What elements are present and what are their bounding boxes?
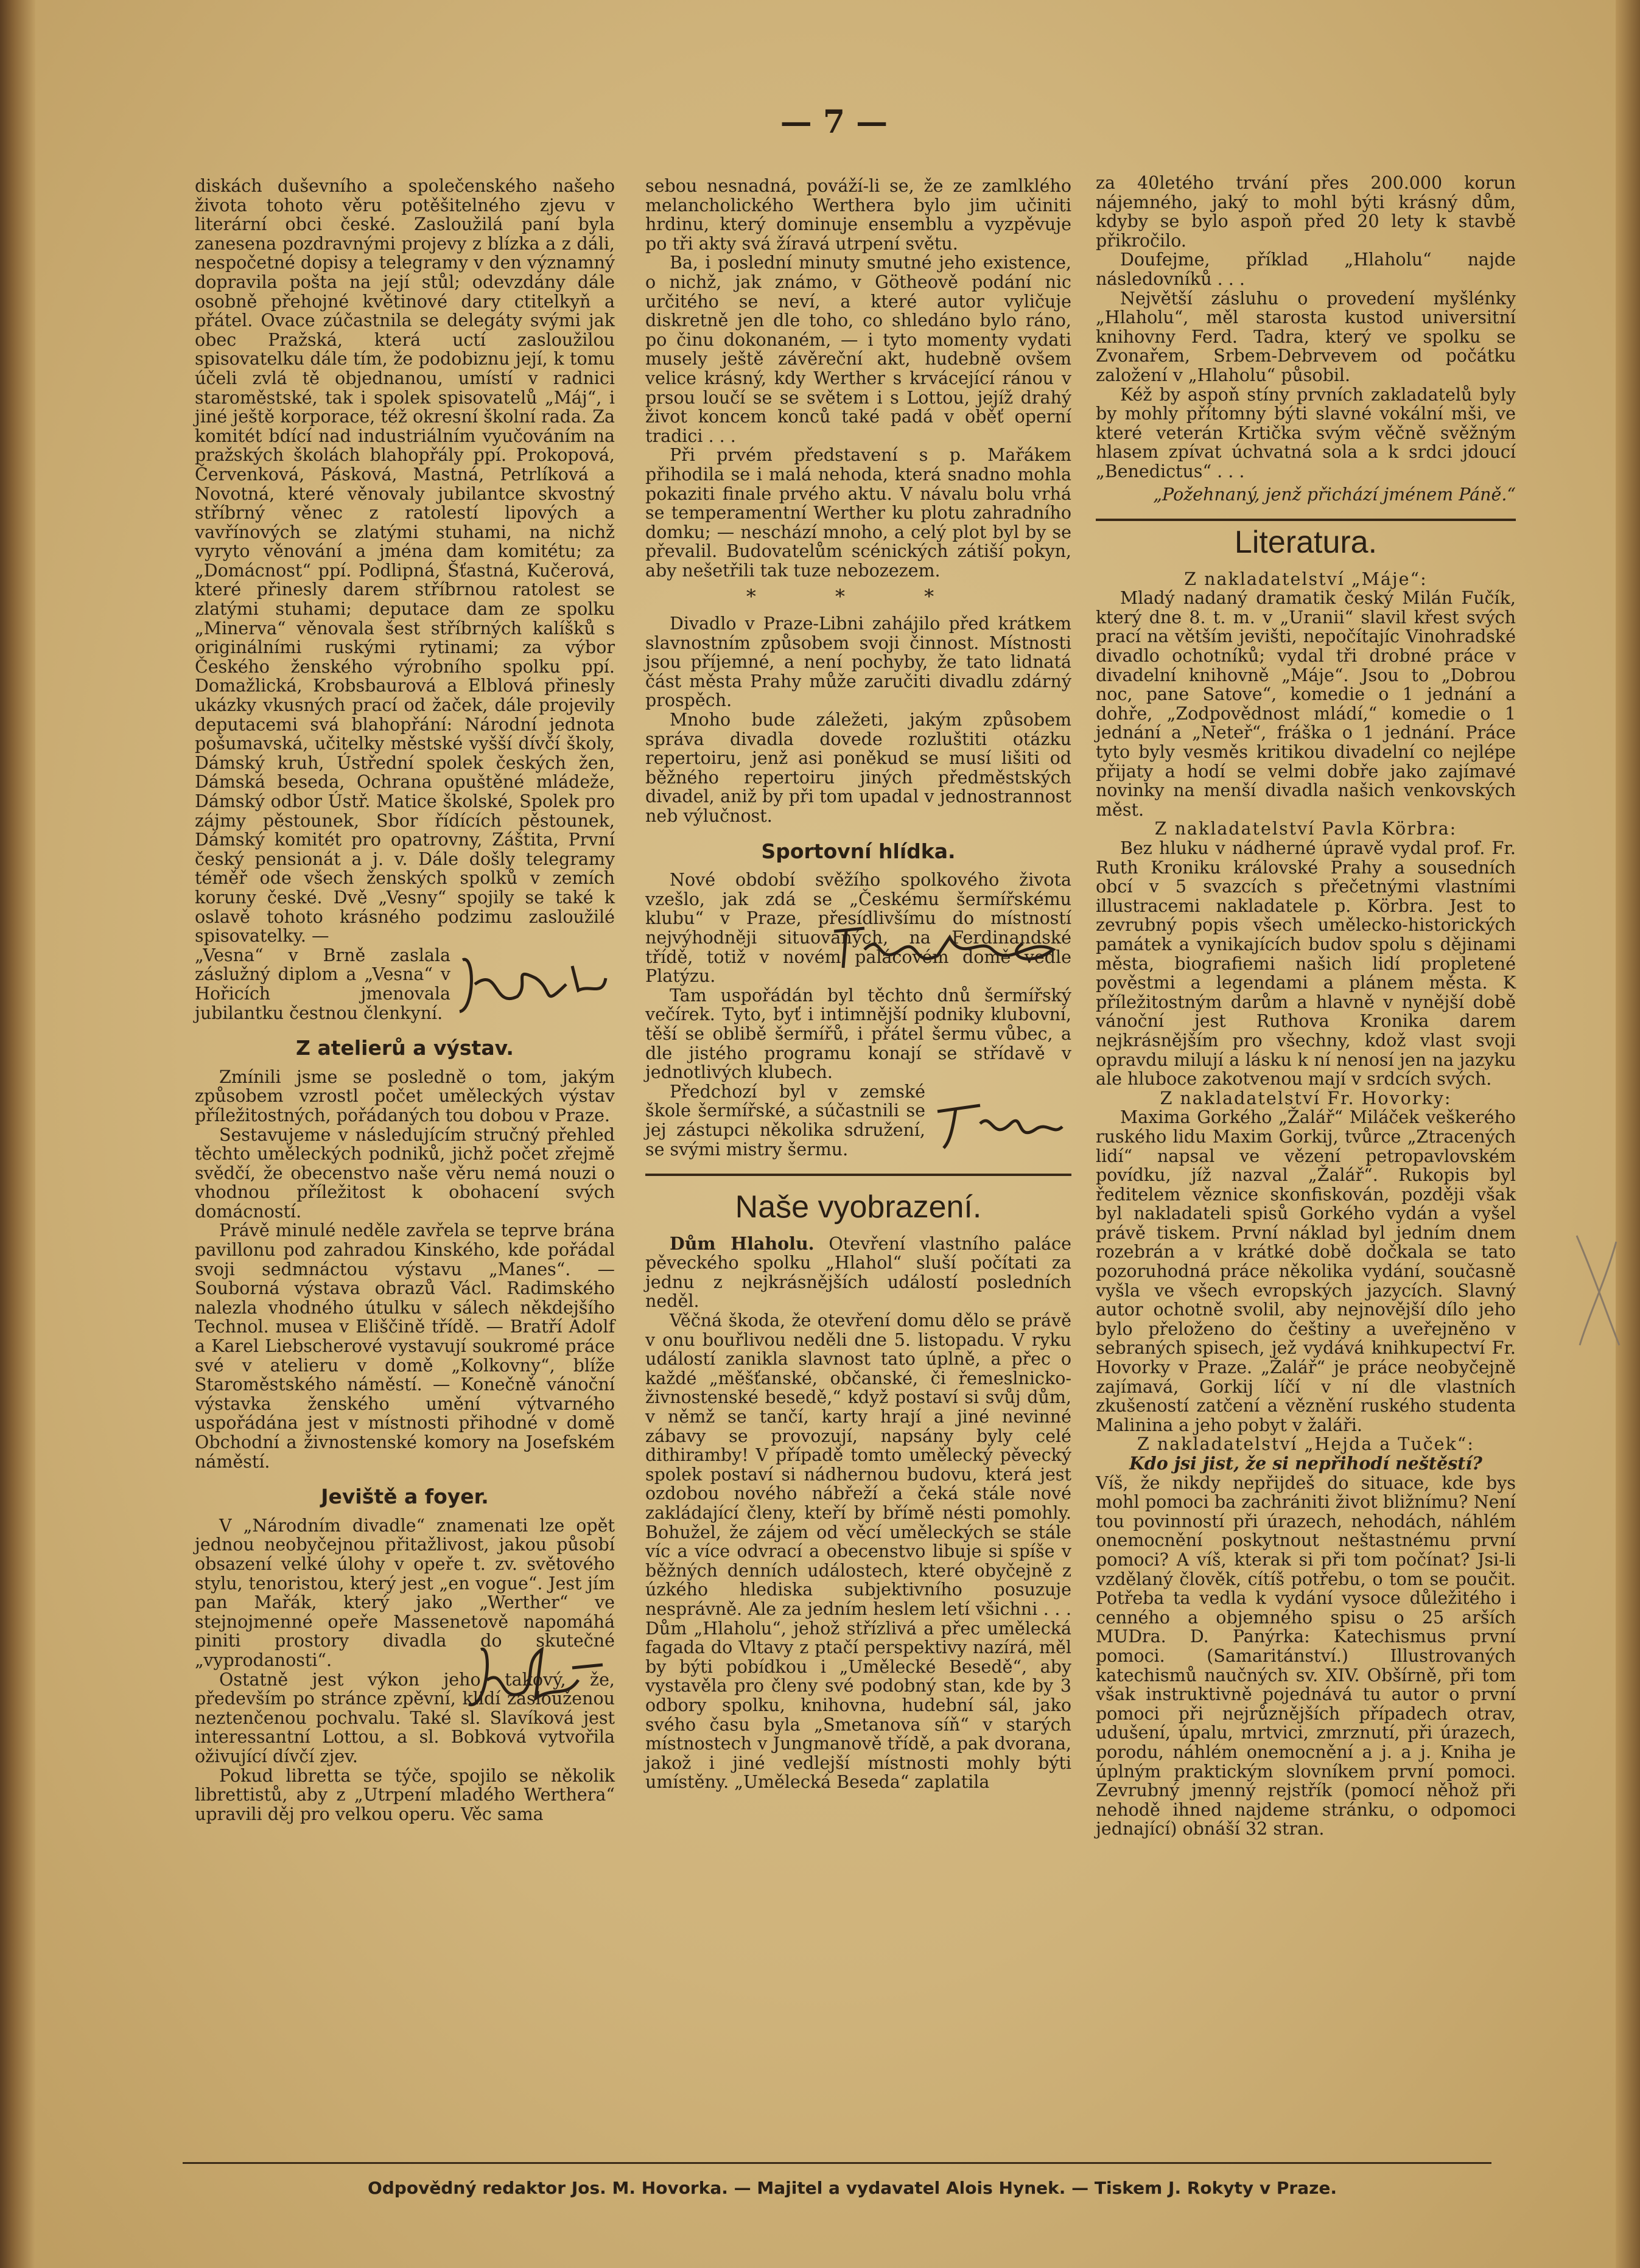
signature-kozeny-icon [828,913,1059,980]
article-with-signature [195,1221,615,1471]
review-text: Mladý nadaný dramatik český Milán Fučík, který dne 8. t. m. v „Uranii“ slavil křest svých prací na větším jevišti, nepočítajíc Vinohradské divadlo ochotníků; vydal tři drobné práce v divadelní knihovně „Máje“. Jsou to „Dobrou noc, pane Satove“, komedie o 1 jednání a dohře, „Zodpovědnost mládí,“ komedie o 1 jednání a „Neteř“, fráška o 1 jednání. Práce tyto byly vesměs kritikou divadelní co nejlépe přijaty a hodí se velmi dobře jako zajímavé novinky na menší divadla našich venkovských měst. [1096,588,1516,820]
article-lead: Dům Hlaholu. [670,1233,815,1254]
imprint-footer: Odpovědný redaktor Jos. M. Hovorka. — Majitel a vydavatel Alois Hynek. — Tiskem J. Rokyty v Praze. [367,2178,1337,2198]
article-text: za 40letého trvání přes 200.000 korun nájemného, jaký to mohl býti krásný dům, kdyby se bylo aspoň před 20 lety k stavbě přikročilo. [1096,173,1516,251]
article-text: Divadlo v Praze-Libni zahájilo před krátkem slavnostním způsobem svoji činnost. Místnosti jsou příjemné, a není pochyby, že tato lidnatá část města Prahy může zaručiti divadlu zdárný prospěch. [645,614,1071,711]
signature-block [195,946,615,1023]
signature-block [645,1082,1071,1159]
article-text: Zmínili jsme se posledně o tom, jakým způsobem vzrostl počet uměleckých výstav příležitostných, pořádaných tou dobou v Praze. [195,1066,615,1125]
article-text: Tam uspořádán byl těchto dnů šermířský večírek. Tyto, byť i intimnější podniky klubovní, těší se oblibě šermířů, i přátel šermu vůbec, a dle jistého programu konají se střídavě v jednotlivých klubech. [645,985,1071,1083]
article-text: Předchozí byl v zemské škole šermířské, a súčastnili se jej zástupci několika sdružení, se svými mistry šermu. [645,1081,925,1160]
review-text: Maxima Gorkého „Žalář“ Miláček veškerého ruského lidu Maxim Gorkij, tvůrce „Ztracených lidí“ napsal ve vězení petropavlovském povídku, jíž nazval „Žalář“. Rukopis byl ředitelem věznice skonfiskován, později však byl nakladateli spisů Gorkého vydán a vyšel právě tiskem. První náklad byl jedním dnem rozebrán a v krátké době dočkala se tato pozoruhodná práce několika vydání, současně vyšla ve všech evropských jazycích. Slavný autor ochotně svolil, aby nejnovější dílo jeho bylo přeloženo do češtiny a uveřejněno v sebraných spisech, jež vydává knihkupectví Fr. Hovorky v Praze. „Žalář“ je práce neobyčejně zajímavá, Gorkij líčí v ní dle vlastních zkušeností zatčení a věznění ruského studenta Malinina a jeho pobyt v žaláři. [1096,1107,1516,1435]
article-text: Věčná škoda, že otevření domu dělo se právě v onu bouřlivou neděli dne 5. listopadu. V ryku událostí zanikla slavnost tato úplně, a přec o každé „měšťanské, občanské, či řemeslnicko-živnostenské besedě,“ když postaví si svůj dům, v němž se tančí, karty hrají a jiné nevinné zábavy se provozují, napsány byly celé dithiramby! V případě tomto umělecký pěvecký spolek postaví si nádhernou budovu, která jest ozdobou nového nábřeží a čeká stále nové zakládající členy, kteří by břímě nésti pomohly. Bohužel, že zájem od věcí uměleckých se stále víc a více odvrací a obecenstvo libuje si spíše v běžných denních událostech, které obyčejně z úzkého hlediska subjektivního posuzuje nesprávně. Ale za jedním heslem letí všichni . . . Dům „Hlaholu“, jehož střízlivá a přec umělecká fagada do Vltavy z ptačí perspektivy nazírá, měl by býti pobídkou i „Umělecké Besedě“, aby vystavěla pro členy své podobný stan, kde by 3 odbory spolku, knihovna, hudební sál, jako svého času byla „Smetanova síň“ v starých místnostech v Jungmanově třídě, a pak dvorana, jakož i jiné vedlejší místnosti mohly býti umístěny. „Umělecká Beseda“ zaplatila [645,1311,1071,1793]
article-text: Právě minulé neděle zavřela se teprve brána pavillonu pod zahradou Kinského, kde pořádal svoji sedmnáctou výstavu „Manes“. — Souborná výstava obrazů Václ. Radimského nalezla vhodného útulku v sálech někdejšího Technol. musea v Eliščině třídě. — Bratří Adolf a Karel Liebscherové vystavují soukromé práce své v atelieru v domě „Kolkovny“, blíže Staroměstského náměstí. — Konečně vánoční výstavka ženského umění výtvarného uspořádána jest v místnosti přihodné v domě Obchodní a živnostenské komory na Josefském náměstí. [195,1220,615,1472]
article-text: Doufejme, příklad „Hlaholu“ najde následovníků . . . [1096,250,1516,289]
book-title: Kdo jsi jist, že si nepřihodí neštěstí? [1129,1453,1482,1474]
signature-fencing-icon [925,1087,1071,1154]
article-text: Největší zásluhu o provedení myšlénky „Hlaholu“, měl starosta kustod universitní knihovny Ferd. Tadra, který ve spolku se Zvonařem, Srbem-Debrvevem od počátku založení v „Hlaholu“ působil. [1096,288,1516,385]
page-right-edge [1616,0,1640,2268]
publisher-heading: Z nakladatelství „Máje“: [1184,569,1428,589]
section-heading-sport: Sportovní hlídka. [761,839,956,863]
closing-motto: „Požehnaný, jenž přichází jménem Páně.“ [1153,484,1516,505]
section-heading-literatura: Literatura. [1234,525,1378,561]
article-text: Ba, i poslední minuty smutné jeho existence, o nichž, jak známo, v Götheově podání nic určitého se neví, a které autor vyličuje diskretně jen dle toho, co shledáno bylo ráno, po činu dokonaném, — i tyto momenty vydati musely ještě závěreční akt, hudebně ovšem velice krásný, kdy Werther s krvácející ránou v prsou loučí se se světem i s Lottou, jejíž drahý život koncem konců také padá v oběť operní tradici . . . [645,253,1071,446]
column-3 [1096,173,1516,1839]
page-number: — 7 — [780,103,888,141]
section-divider [645,1174,1071,1176]
section-heading-ateliers: Z atelierů a výstav. [296,1036,514,1060]
article-text: diskách duševního a společenského našeho života tohoto věru potěšitelného zjevu v literární obci české. Zasloužilá paní byla zanesena pozdravnými projevy z blízka a z dáli, nespočetné dopisy a telegramy v den významný dopravila pošta na její stůl; odevzdány dále osobně přehojné květinové dary ctitelkyň a přátel. Ovace zúčastnila se delegáty svými jak obec Pražská, která uctí zasloužilou spisovatelku dále tím, že podobiznu její, k tomu účeli zvlá tě objednanou, umístí v radnici staroměstské, tak i spolek spisovatelů „Máj“, i jiné ještě korporace, též okresní školní rada. Za komitét bdící nad industriálním vyučováním na pražských školách blahopřály ppí. Prokopová, Červenková, Pásková, Mastná, Petrlíková a Novotná, které věnovaly jubilantce skvostný stříbrný věnec z ratolestí lipových a vavřínových se zlatými stuhami, na nichž vyryto věnování a jména dam komitétu; za „Domácnost“ ppí. Podlipná, Šťastná, Kučerová, které přinesly darem stříbrnou ratolest se zlatými stuhami; deputace dam ze spolku „Minerva“ věnovala šest stříbrných kalíšků s originálními ruskými rytinami; za výbor Českého ženského výrobního spolku ppí. Domažlická, Krobsbaurová a Elblová přinesly ukázky vkusných prací od žaček, dále projevily deputacemi svá blahopřání: Národní jednota pošumavská, učitelky městské vyšší dívčí školy, Dámský kruh, Ústřední spolek českých žen, Dámská beseda, Ochrana opuštěné mládeže, Dámský odbor Ústř. Matice školské, Spolek pro zájmy pěstounek, Sbor řídících pěstounek, Dámský komitét pro opatrovny, Záštita, První český pensionát a j. v. Dále došly telegramy téměř ode všech ženských spolků v zemích koruny české. Dvě „Vesny“ spojily se také k oslavě tohoto krásného podzimu zasloužilé spisovatelky. — [195,176,615,947]
section-divider [1096,519,1516,521]
article-text: Ostatně jest výkon jeho takový, že, především po stránce zpěvní, klidí zaslouženou neztenčenou pochvalu. Také sl. Slavíková jest interessantní Lottou, a sl. Bobková vytvořila oživující dívčí zjev. [195,1669,615,1766]
article-text: V „Národním divadle“ znamenati lze opět jednou neobyčejnou přitažlivost, jakou působí obsazení velké úlohy v opeře t. zv. světového stylu, tenoristou, který jest „en vogue“. Jest jím pan Mařák, který jako „Werther“ ve stejnojmenné opeře Massenetově napomáhá piniti prostory divadla do skutečné „vyprodanosti“. [195,1515,615,1670]
footer-rule [183,2162,1491,2164]
column-2 [645,177,1071,1792]
article-text: Nové období svěžího spolkového života vzešlo, jak zdá se „Českému šermířskému klubu“ v Praze, přesídlivšímu do místností nejvýhodněji situovaných, na Ferdinandské třídě, totiž v novém palácovém domě vedle Platýzu. [645,870,1071,987]
article-text: Pokud libretta se týče, spojilo se několik librettistů, aby z „Utrpení mladého Werthera“ upravili děj pro velkou operu. Věc sama [195,1765,615,1824]
signature-block [645,710,1071,826]
pencil-mark-icon [1571,1230,1625,1351]
page-binding-edge [0,0,35,2268]
publisher-heading: Z nakladatelství Fr. Hovorky: [1160,1088,1452,1108]
review-text: Víš, že nikdy nepřijdeš do situace, kde bys mohl pomoci ba zachrániti život bližnímu? Není tou povinností při úrazech, nehodách, náhlém onemocnění poskytnout neštastnému první pomoci? A víš, kterak si při tom počínat? Jsi-li vzdělaný člověk, cítíš potřebu, o tom se poučit. Potřeba ta vedla k vydání vysoce důležitého i cenného a objemného spisu o 25 arších MUDra. D. Panýrka: Katechismus první pomoci. (Samaritánství.) Illustrovaných katechismů naučných sv. XIV. Obšírně, při tom však instruktivně pojednává tu autor o první pomoci při nejrůznějších případech otrav, udušení, úpalu, mrtvici, zmrznutí, při úrazech, porodu, náhlém onemocnění a j. a j. Kniha je úplným praktickým slovníkem první pomoci. Zevrubný jmenný rejstřík (pomocí něhož při nehodě ihned najdeme stránku, o odpomoci jednající) obnáší 32 stran. [1096,1472,1516,1839]
article-text: Kéž by aspoň stíny prvních zakladatelů byly by mohly přítomny býti slavné vokální mši, ve které veterán Krtička svým věčně svěžným hlasem zpívat úchvatná sola a k srdci jdoucí „Benedictus“ . . . [1096,384,1516,481]
publisher-heading: Z nakladatelství „Hejda a Tuček“: [1137,1434,1474,1455]
publisher-heading: Z nakladatelství Pavla Körbra: [1154,819,1457,839]
article-text: Otevření vlastního paláce pěveckého spolku „Hlahol“ sluší počítati za jednu z nejkrásnějších událostí posledních neděl. [645,1233,1071,1312]
column-1 [195,177,615,1824]
article-text: Sestavujeme v následujícím stručný přehled těchto uměleckých podniků, jichž počet zřejmě svědčí, že obecenstvo naše věru nemá nouzi o vhodnou příležitost k obohacení svých domácností. [195,1124,615,1222]
section-heading-vyobrazeni: Naše vyobrazení. [735,1189,982,1225]
signature-bohac-icon [463,1631,609,1723]
article-text: „Vesna“ v Brně zaslala záslužný diplom a „Vesna“ v Hořicích jmenovala jubilantku čestnou členkyní. [195,945,450,1023]
article-text: Při prvém představení s p. Mařákem přihodila se i malá nehoda, která snadno mohla pokaziti finale prvého aktu. V návalu bolu vrhá se temperamentní Werther ku plotu zahradního domku; — neschází mnoho, a celý plot byl by se převalil. Budovatelům scénických zátiší pokyn, aby nešetřili tak tuze nebozezem. [645,445,1071,581]
section-heading-jeviste: Jeviště a foyer. [321,1485,489,1509]
review-text: Bez hluku v nádherné úpravě vydal prof. Fr. Ruth Kroniku královské Prahy a sousedních obcí v 5 svazcích s přečetnými vlastními illustracemi nakladatele p. Körbra. Jest to zevrubný popis všech umělecko-historických památek a vynikajících budov spolu s dějinami města, biografiemi našich lidí propletené pověstmi a legendami a plánem města. K příležitostným darům a hlavně v nynější době vánoční jest Ruthova Kronika darem nejkrásnějším pro všechny, kdož vlast svoji opravdu milují a lásku k ní nenosí jen na jazyku ale hluboce zakotvenou mají v srdcích svých. [1096,838,1516,1090]
article-text: sebou nesnadná, pováží-li se, že ze zamlklého melancholického Werthera bylo jim učiniti hrdinu, který dominuje ensemblu a vyzpěvuje po tři akty svá žíravá utrpení světu. [645,176,1071,254]
article-text: Mnoho bude záležeti, jakým způsobem správa divadla dovede rozluštiti otázku repertoiru, jenž asi poněkud se musí lišiti od běžného repertoiru jiných předměstských divadel, aniž by při tom upadal v jednostrannost neb výlučnost. [645,710,1071,826]
section-separator-stars: * * * [746,585,971,609]
signature-bozena-icon [450,948,615,1021]
